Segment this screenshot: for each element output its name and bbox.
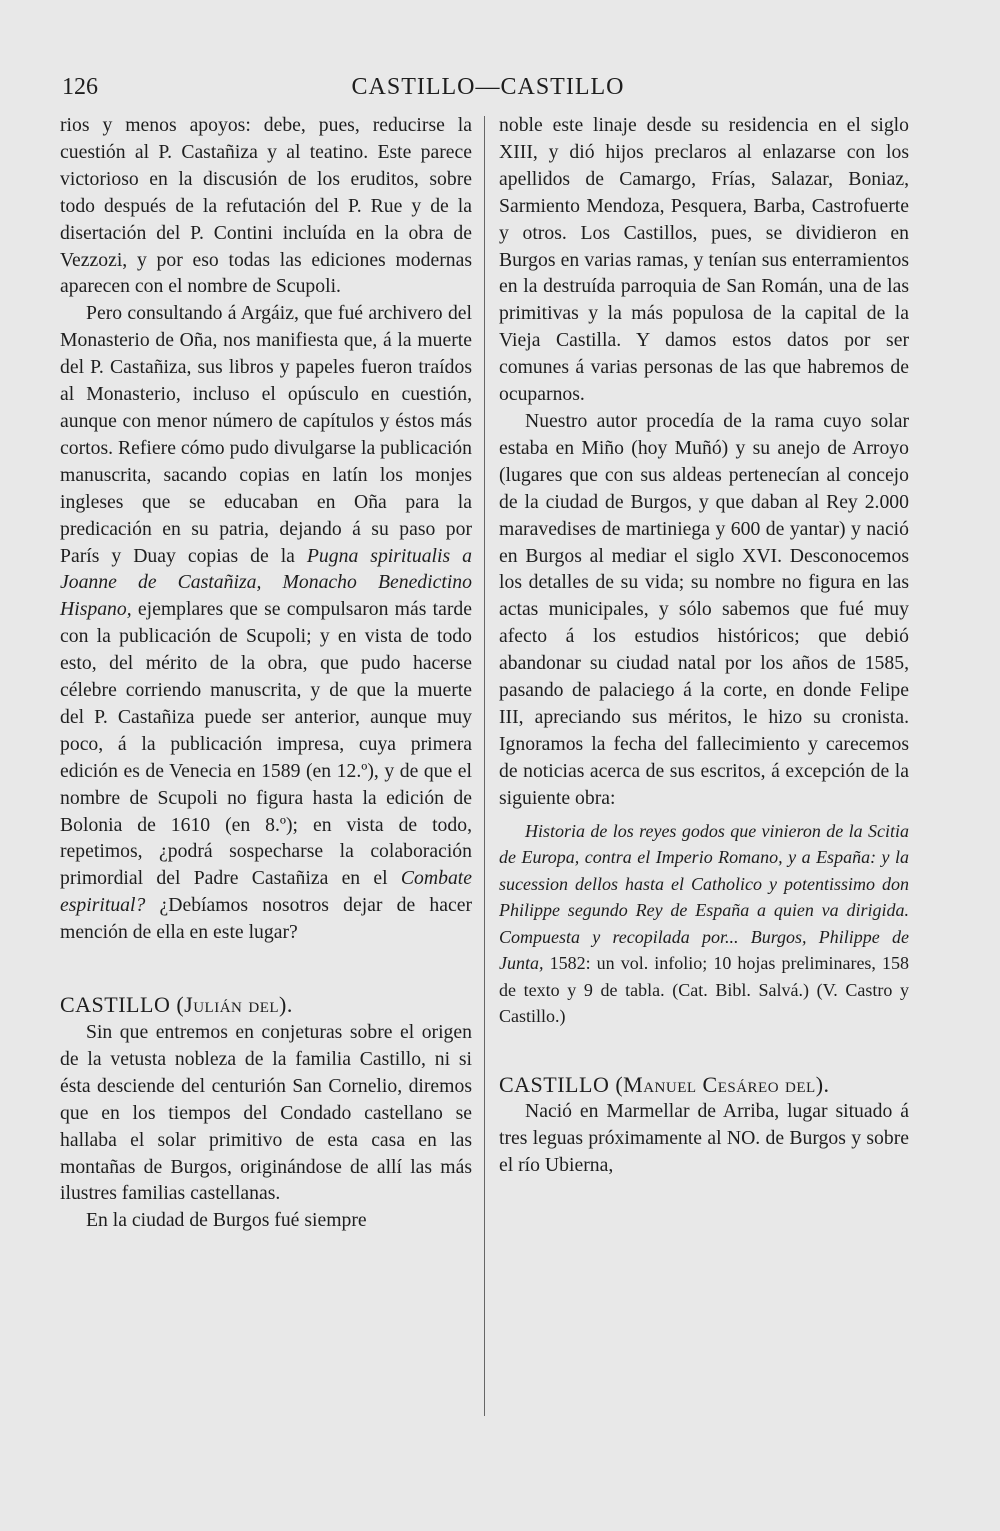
italic-title: Pugna spiritualis a Joanne de Castañiza, Monacho Benedictino Hispano, <box>60 544 472 621</box>
page-number: 126 <box>62 74 98 100</box>
left-column <box>60 112 472 1234</box>
bibliographic-entry <box>499 818 909 1030</box>
text-run: Pero consultando á Argáiz, que fué archivero del Monasterio de Oña, nos manifiesta que, á la muerte del P. Castañiza, sus libros y papeles fueron traídos al Monasterio, incluso el opúsculo en cuestión, aunque con menor número de capítulos y éstos más cortos. Refiere cómo pudo divulgarse la publicación manuscrita, sacando copias en latín los monjes ingleses que se educaban en Oña para la predicación en su patria, dejando á su paso por París y Duay copias de la <box>60 302 472 567</box>
italic-title: Combate espiritual? <box>60 867 472 917</box>
page-header <box>62 74 914 104</box>
entry-given-name: (Julián del). <box>176 992 293 1018</box>
text-run: ejemplares que se compulsaron más tarde con la publicación de Scupoli; y en vista de todo esto, del mérito de la obra, que pudo hacerse célebre corriendo manuscrita, y de que la muerte del P. Castañiza puede ser anterior, aunque muy poco, á la publicación impresa, cuya primera edición es de Venecia en 1589 (en 12.º), y de que el nombre de Scupoli no figura hasta la edición de Bolonia de 1610 (en 8.º); en vista de todo, repetimos, ¿podrá sospecharse la colaboración primordial del Padre Castañiza en el <box>60 598 472 890</box>
paragraph: noble este linaje desde su residencia en el siglo XIII, y dió hijos preclaros al enlazarse con los apellidos de Camargo, Frías, Salazar, Boniaz, Sarmiento Mendoza, Pesquera, Barba, Castrofuerte y otros. Los Castillos, pues, se dividieron en Burgos en varias ramas, y tenían sus enterramientos en la destruída parroquia de San Román, una de las primitivas y la más populosa de la capital de la Vieja Castilla. Y damos estos datos por ser comunes á varias personas de las que habremos de ocuparnos. <box>499 114 909 406</box>
paragraph <box>60 300 472 946</box>
running-head: CASTILLO—CASTILLO <box>351 74 625 100</box>
paragraph: Nuestro autor procedía de la rama cuyo solar estaba en Miño (hoy Muñó) y su anejo de Arroyo (lugares que con sus aldeas pertenecían al concejo de la ciudad de Burgos, y que daban al Rey 2.000 maravedises de martiniega y 600 de yantar) y nació en Burgos al mediar el siglo XVI. Desconocemos los detalles de su vida; su nombre no figura en las actas municipales, y sólo sabemos que fué muy afecto á los estudios históricos; que debió abandonar su ciudad natal por los años de 1585, pasando de palaciego á la corte, en donde Felipe III, apreciando sus méritos, le hizo su cronista. Ignoramos la fecha del fallecimiento y carecemos de noticias acerca de sus escritos, á excepción de la siguiente obra: <box>499 409 909 809</box>
right-column <box>499 112 909 1179</box>
entry-name: CASTILLO <box>499 1071 610 1097</box>
text-run: ¿Debíamos nosotros dejar de hacer mención de ella en este lugar? <box>60 894 472 944</box>
paragraph: rios y menos apoyos: debe, pues, reducirse la cuestión al P. Castañiza y al teatino. Este parece victorioso en la discusión de los eruditos, sobre todo después de la refutación del P. Rue y de la disertación del P. Contini incluída en la obra de Vezzozi, y por eso todas las ediciones modernas aparecen con el nombre de Scupoli. <box>60 114 472 298</box>
paragraph: Sin que entremos en conjeturas sobre el origen de la vetusta nobleza de la familia Castillo, ni si ésta desciende del centurión San Cornelio, diremos que en los tiempos del Condado castellano se hallaba el solar primitivo de esta casa en las montañas de Burgos, originándose de allí las más ilustres familias castellanas. <box>60 1021 472 1205</box>
paragraph: Nació en Marmellar de Arriba, lugar situado á tres leguas próximamente al NO. de Burgos y sobre el río Ubierna, <box>499 1100 909 1177</box>
entry-heading <box>499 1072 909 1099</box>
entry-name: CASTILLO <box>60 992 171 1018</box>
paragraph: En la ciudad de Burgos fué siempre <box>86 1209 367 1232</box>
entry-heading <box>60 992 472 1019</box>
book-details: 1582: un vol. infolio; 10 hojas preliminares, 158 de texto y 9 de tabla. (Cat. Bibl. Salvá.) (V. Castro y Castillo.) <box>499 953 910 1027</box>
column-divider <box>484 116 485 1416</box>
book-title: Historia de los reyes godos que vinieron de la Scitia de Europa, contra el Imperio Romano, y a España: y la sucession dellos hasta el Catholico y potentissimo don Philippe segundo Rey de España a quien va dirigida. Compuesta y recopilada por... Burgos, Philippe de Junta, <box>499 820 909 974</box>
entry-given-name: (Manuel Cesáreo del). <box>615 1071 830 1097</box>
